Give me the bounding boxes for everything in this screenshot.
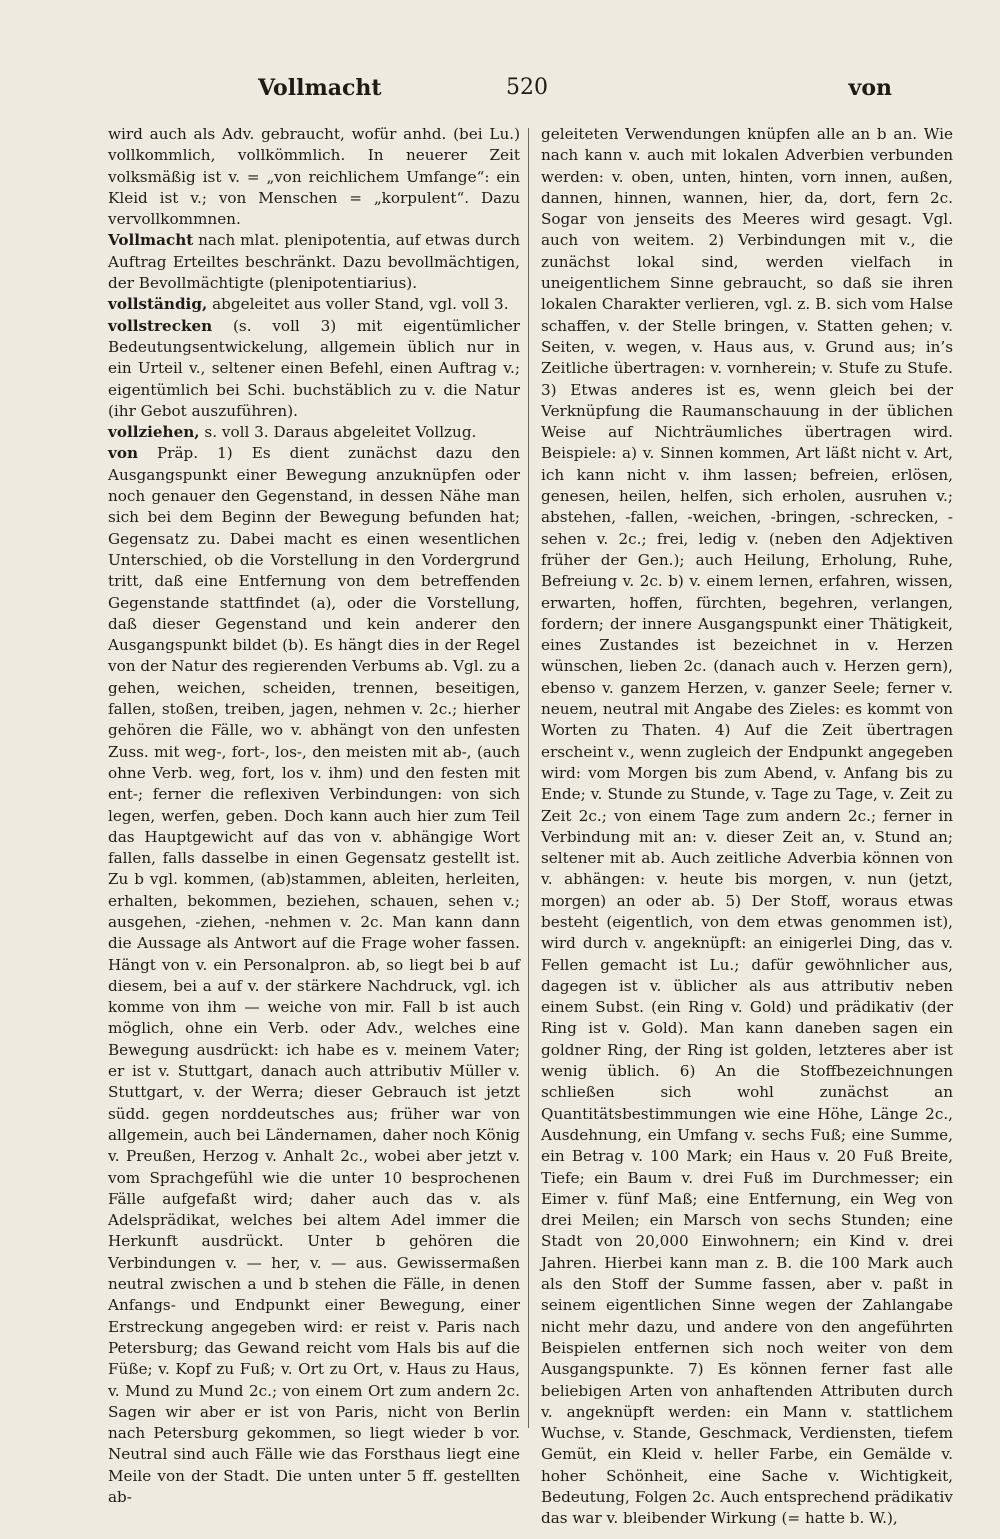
entry-headword: Vollmacht xyxy=(108,231,194,250)
header-left-word: Vollmacht xyxy=(258,75,382,101)
entry-text: geleiteten Verwendungen knüpfen alle an b an. Wie nach kann v. auch mit lokalen Adverbien verbunden werden: v. oben, unten, hinten, vorn innen, außen, dannen, hinnen, wannen, hier, da, dort, fern 2c. Sogar von jenseits des Meeres wird gesagt. Vgl. auch von weitem. 2) Verbindungen mit v., die zunächst lokal sind, werden vielfach in uneigentlichem Sinne gebraucht, so daß sie ihren lokalen Charakter verlieren, vgl. z. B. sich vom Halse schaffen, v. der Stelle bringen, v. Statten gehen; v. Seiten, v. wegen, v. Haus aus, v. Grund aus; in’s Zeitliche übertragen: v. vornherein; v. Stufe zu Stufe. 3) Etwas anderes ist es, wenn gleich bei der Verknüpfung die Raumanschauung in der üblichen Weise auf Nichträumliches übertragen wird. Beispiele: a) v. Sinnen kommen, Art läßt nicht v. Art, ich kann nicht v. ihm lassen; befreien, erlösen, genesen, heilen, helfen, sich erholen, ausruhen v.; abstehen, -fallen, -weichen, -bringen, -schrecken, -sehen v. 2c.; frei, ledig v. (neben den Adjektiven früher der Gen.); auch Heilung, Erholung, Ruhe, Befreiung v. 2c. b) v. einem lernen, erfahren, wissen, erwarten, hoffen, fürchten, begehren, verlangen, fordern; der innere Ausgangspunkt einer Thätigkeit, eines Zustandes ist bezeichnet in v. Herzen wünschen, lieben 2c. (danach auch v. Herzen gern), ebenso v. ganzem Herzen, v. ganzer Seele; ferner v. neuem, neutral mit Angabe des Zieles: es kommt von Worten zu Thaten. 4) Auf die Zeit übertragen erscheint v., wenn zugleich der Endpunkt angegeben wird: vom Morgen bis zum Abend, v. Anfang bis zu Ende; v. Stunde zu Stunde, v. Tage zu Tage, v. Zeit zu Zeit 2c.; von einem Tage zum andern 2c.; ferner in Verbindung mit an: v. dieser Zeit an, v. Stund an; seltener mit ab. Auch zeitliche Adverbia können von v. abhängen: v. heute bis morgen, v. nun (jetzt, morgen) an oder ab. 5) Der Stoff, woraus etwas besteht (eigentlich, von dem etwas genommen ist), wird durch v. angeknüpft: an einigerlei Ding, das v. Fellen gemacht ist Lu.; dafür gewöhnlicher aus, dagegen ist v. üblicher als aus attributiv neben einem Subst. (ein Ring v. Gold) und prädikativ (der Ring ist v. Gold). Man kann daneben sagen ein goldner Ring, der Ring ist golden, letzteres aber ist wenig üblich. 6) An die Stoffbezeichnungen schließen sich wohl zunächst an Quantitätsbestimmungen wie eine Höhe, Länge 2c., Ausdehnung, ein Umfang v. sechs Fuß; eine Summe, ein Betrag v. 100 Mark; ein Haus v. 20 Fuß Breite, Tiefe; ein Baum v. drei Fuß im Durchmesser; ein Eimer v. fünf Maß; eine Entfernung, ein Weg von drei Meilen; ein Marsch von sechs Stunden; eine Stadt von 20,000 Einwohnern; ein Kind v. drei Jahren. Hierbei kann man z. B. die 100 Mark auch als den Stoff der Summe fassen, aber v. paßt in seinem eigentlichen Sinne wegen der Zahlangabe nicht mehr dazu, und andere von den angeführten Beispielen entfernen sich noch weiter von dem Ausgangspunkte. 7) Es können ferner fast alle beliebigen Arten von anhaftenden Attributen durch v. angeknüpft werden: ein Mann v. stattlichem Wuchse, v. Stande, Geschmack, Verdiensten, tiefem Gemüt, ein Kleid v. heller Farbe, ein Gemälde v. hoher Schönheit, eine Sache v. Wichtigkeit, Bedeutung, Folgen 2c. Auch entsprechend prädikativ das war v. bleibender Wirkung (= hatte b. W.), xyxy=(541,125,953,1528)
entry-text: abgeleitet aus voller Stand, vgl. voll 3. xyxy=(207,295,509,314)
left-column xyxy=(108,124,520,1508)
entry-paragraph xyxy=(108,316,520,422)
running-header xyxy=(108,72,892,104)
right-column xyxy=(541,124,953,1530)
entry-text: Präp. 1) Es dient zunächst dazu den Ausgangspunkt einer Bewegung anzuknüpfen oder noch genauer den Gegenstand, in dessen Nähe man sich bei dem Beginn der Bewegung befunden hat; Gegensatz zu. Dabei macht es einen wesentlichen Unterschied, ob die Vorstellung in den Vordergrund tritt, daß eine Entfernung von dem betreffenden Gegenstande stattfindet (a), oder die Vorstellung, daß dieser Gegenstand und kein anderer den Ausgangspunkt bildet (b). Es hängt dies in der Regel von der Natur des regierenden Verbums ab. Vgl. zu a gehen, weichen, scheiden, trennen, beseitigen, fallen, stoßen, treiben, jagen, nehmen v. 2c.; hierher gehören die Fälle, wo v. abhängt von den unfesten Zuss. mit weg-, fort-, los-, den meisten mit ab-, (auch ohne Verb. weg, fort, los v. ihm) und den festen mit ent-; ferner die reflexiven Verbindungen: von sich legen, werfen, geben. Doch kann auch hier zum Teil das Hauptgewicht auf das von v. abhängige Wort fallen, falls dasselbe in einen Gegensatz gestellt ist. Zu b vgl. kommen, (ab)stammen, ableiten, herleiten, erhalten, bekommen, beziehen, schauen, sehen v.; ausgehen, -ziehen, -nehmen v. 2c. Man kann dann die Aussage als Antwort auf die Frage woher fassen. Hängt von v. ein Personalpron. ab, so liegt bei b auf diesem, bei a auf v. der stärkere Nachdruck, vgl. ich komme von ihm — weiche von mir. Fall b ist auch möglich, ohne ein Verb. oder Adv., welches eine Bewegung ausdrückt: ich habe es v. meinem Vater; er ist v. Stuttgart, danach auch attributiv Müller v. Stuttgart, v. der Werra; dieser Gebrauch ist jetzt südd. gegen norddeutsches aus; früher war von allgemein, auch bei Ländernamen, daher noch König v. Preußen, Herzog v. Anhalt 2c., wobei aber jetzt v. vom Sprachgefühl wie die unter 10 besprochenen Fälle aufgefaßt wird; daher auch das v. als Adelsprädikat, welches bei altem Adel immer die Herkunft ausdrückt. Unter b gehören die Verbindungen v. — her, v. — aus. Gewissermaßen neutral zwischen a und b stehen die Fälle, in denen Anfangs- und Endpunkt einer Bewegung, einer Erstreckung angegeben wird: er reist v. Paris nach Petersburg; das Gewand reicht vom Hals bis auf die Füße; v. Kopf zu Fuß; v. Ort zu Ort, v. Haus zu Haus, v. Mund zu Mund 2c.; von einem Ort zum andern 2c. Sagen wir aber er ist von Paris, nicht von Berlin nach Petersburg gekommen, so liegt wieder b vor. Neutral sind auch Fälle wie das Forsthaus liegt eine Meile von der Stadt. Die unten unter 5 ff. gestellten ab- xyxy=(108,444,520,1506)
entry-paragraph xyxy=(108,124,520,230)
entry-headword: vollstrecken xyxy=(108,316,213,335)
header-right-word: von xyxy=(848,75,892,101)
entry-text: wird auch als Adv. gebraucht, wofür anhd. (bei Lu.) vollkommlich, vollkömmlich. In neuerer Zeit volksmäßig ist v. = „von reichlichem Umfange“: ein Kleid ist v.; von Menschen = „korpulent“. Dazu vervollkommnen. xyxy=(108,125,520,229)
entry-headword: vollständig, xyxy=(108,295,208,314)
entry-paragraph xyxy=(108,422,520,443)
column-divider xyxy=(528,128,529,1428)
entry-headword: vollziehen, xyxy=(108,423,200,442)
entry-text: s. voll 3. Daraus abgeleitet Vollzug. xyxy=(199,423,477,442)
entry-paragraph xyxy=(108,294,520,315)
entry-paragraph xyxy=(108,443,520,1508)
entry-text: (s. voll 3) mit eigentümlicher Bedeutungsentwickelung, allgemein üblich nur in ein Urteil v., seltener einen Befehl, einen Auftrag v.; eigentümlich bei Schi. buchstäblich zu v. die Natur (ihr Gebot auszuführen). xyxy=(108,316,520,420)
page-number: 520 xyxy=(506,75,548,100)
entry-text: nach mlat. plenipotentia, auf etwas durch Auftrag Erteiltes beschränkt. Dazu bevollmächtigen, der Bevollmächtigte (plenipotentiarius). xyxy=(108,231,520,293)
entry-headword: von xyxy=(108,444,138,463)
entry-paragraph xyxy=(108,230,520,294)
entry-paragraph xyxy=(541,124,953,1530)
